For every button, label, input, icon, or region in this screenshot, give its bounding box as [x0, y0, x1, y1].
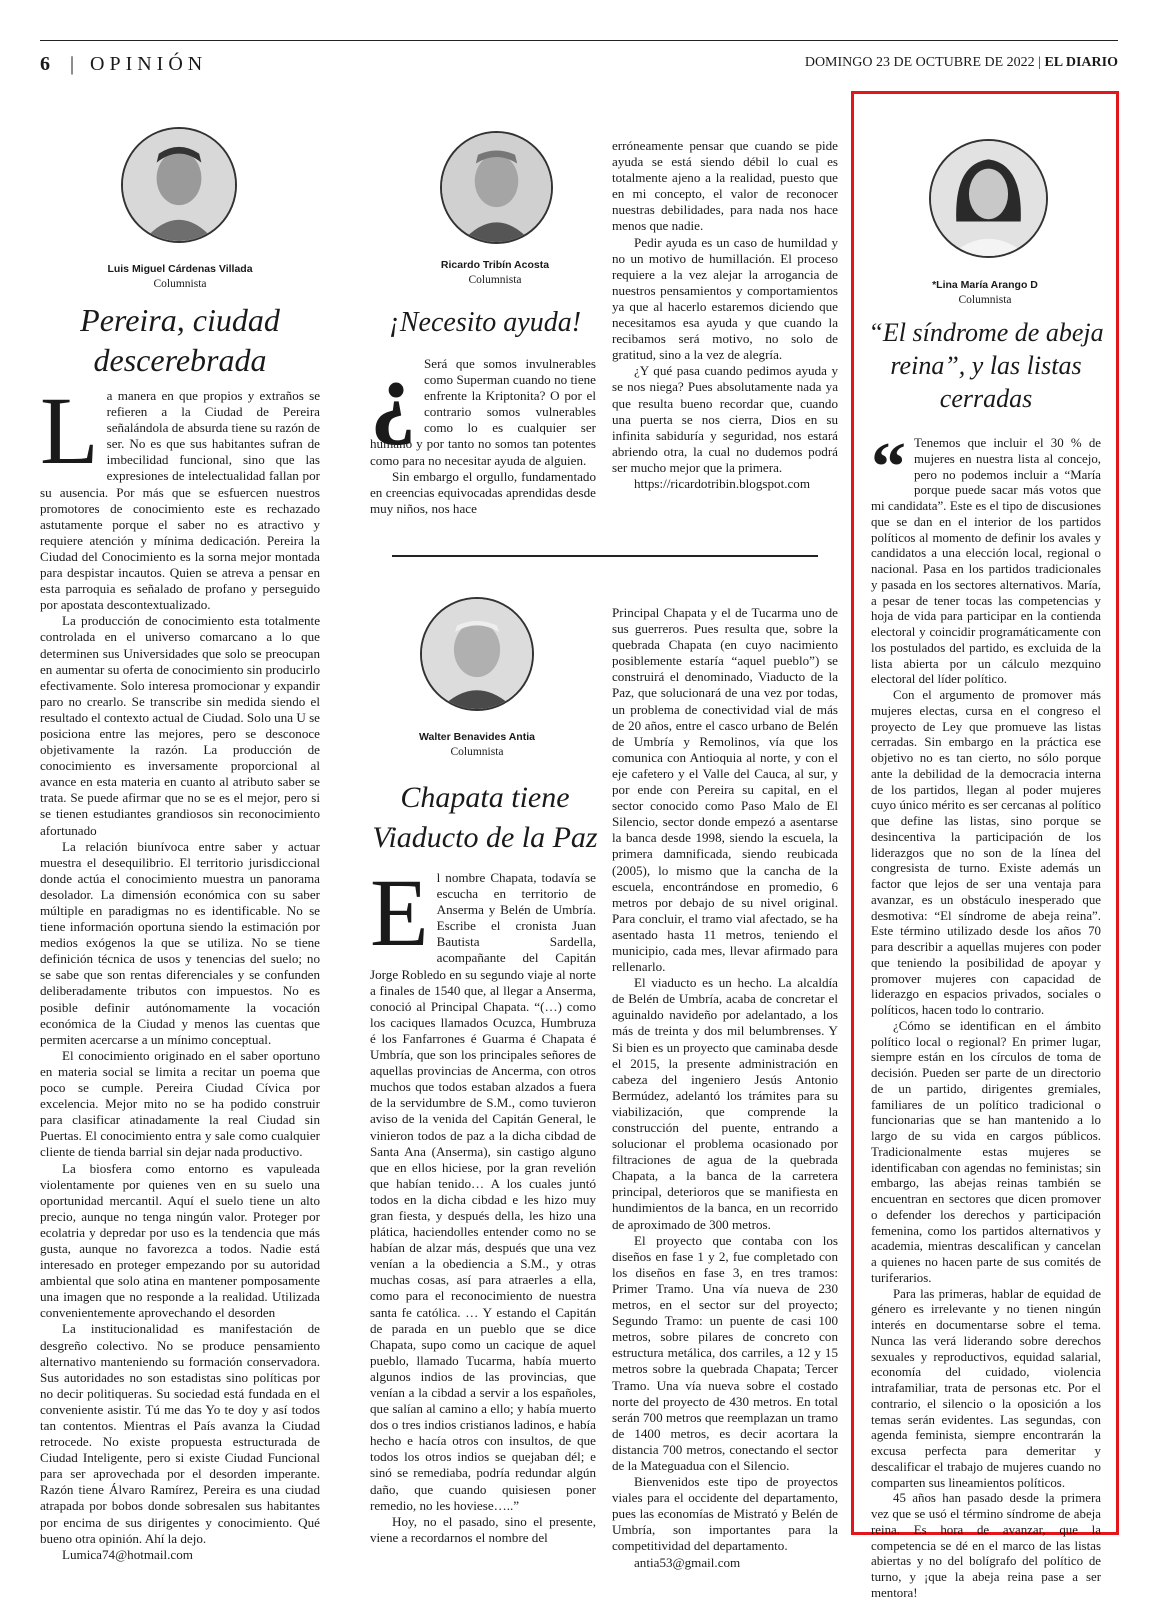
headline-line: cerradas — [939, 384, 1033, 413]
headline-line: Chapata tiene — [400, 781, 570, 814]
paragraph: Con el argumento de promover más mujeres electas, cursa en el congreso el proyecto de Ley que promueve las listas cerradas. Sin embargo en la práctica ese objetivo no es tan cierto, no sólo porque ante la debilidad de la democracia interna de los partidos, llegan al poder mujeres cuyo único mérito es ser cercanas al político que define las listas, sino porque se desincentiva la participación de los liderazgos que no son de la línea del congresista de turno. Existe además un factor que lejos de ser una ventaja para avanzar, es un obstáculo inesperado que desmotiva: “El síndrome de abeja reina”. Este término utilizado desde los años 70 para describir a aquellas mujeres con poder que teniendo la posibilidad de apoyar y promover mujeres con capacidad de liderazgo en espacios privados, sociales o políticos, hacen todo lo contrario. — [871, 688, 1101, 1017]
article-headline — [370, 778, 600, 858]
article-divider — [392, 555, 818, 557]
headline-line: Viaducto de la Paz — [372, 821, 598, 854]
author-email: Lumica74@hotmail.com — [62, 1546, 193, 1562]
paragraph: l nombre Chapata, todavía se escucha en territorio de Anserma y Belén de Umbría. Escribe el cronista Juan Bautista Sardella, acompañante del Capitán Jorge Robledo en su segundo viaje al norte a finales de 1540 que, al llegar a Anserma, conoció al Principal Chapata. “(…) como los caciques llamados Ocuzca, Humbruza é los Fanfarrones é Guarma é Chapata é Umbría, que son los principales señores de aquellas provincias de Ancerma, con otros muchos que todos estaban alzados a fuera de la servidumbre de S.M., como tuvieron aviso de la venida del Capitán General, le vinieron todos de paz a la dicha cibdad de Santa Ana (Anserma), sin castigo alguno que en ellos hiciese, por la gran revelión que habían tenido… A los cuales juntó todos en la dicha cibdad e les hizo muy gran fiesta, y después della, les hizo una plática, haciendolles entender como no se habían de alzar más, después que una vez venían a la obediencia a S.M., y otras muchas cosas, así para atraerles a ella, como para el reconocimiento de nuestra santa fe católica. … Y estando el Capitán de parada en un pueblo que se dice Chapata, supo como un cacique de aquel pueblo, llamado Tucarma, había muerto algunos indios de las provincias, que venían a la cibdad a servir a los españoles, que salían al camino a ello; y había muerto dos o tres indios cristianos ladinos, e había hecho e hacía otros con insultos, de que todos los otros indios se quejaban dél; e sinó se remediaba, podría redundar algún daño, que cuando quisiesen poner remedio, no les hoviese…..” — [370, 870, 596, 1513]
paragraph: erróneamente pensar que cuando se pide ayuda se está siendo débil lo cual es totalmente ajeno a la realidad, puesto que en mi concepto, el valor de reconocer nuestras debilidades, para nada nos hace menos que nadie. — [612, 138, 838, 234]
headline-line: Pereira, ciudad — [80, 302, 280, 338]
section-name: OPINIÓN — [90, 53, 208, 75]
paragraph: El conocimiento originado en el saber oportuno en materia social se limita a recitar un poema que poco se cumple. Pereira Ciudad Cívica por excelencia. Mejor mito no se ha podido construir para clasificar atinadamente la real Ciudad sin Puertas. El conocimiento entra y sale como cualquier cliente de tienda barrial sin dejar nada productivo. — [40, 1047, 320, 1160]
author-photo-tribin — [440, 131, 553, 244]
article-headline — [40, 300, 320, 380]
article-headline — [864, 316, 1108, 415]
paragraph: Para las primeras, hablar de equidad de género es irrelevante y no tienen ningún interés en documentarse sobre el tema. Nunca las verá liderando sobre derechos sexuales y reproductivos, equidad salarial, economía del cuidado, violencia intrafamiliar, trata de personas etc. Por el contrario, el silencio o la oposición a los temas serán evidentes. Las segundas, con agenda feminista, siempre encontrarán la excusa perfecta para demeritar y descalificar el trabajo de mujeres cuando no comparten sus lineamientos políticos. — [871, 1286, 1101, 1490]
paragraph: a manera en que propios y extraños se refieren a la Ciudad de Pereira señalándola de absurda tiene su razón de ser. No es que sus habitantes sufran de imbecilidad funcional, sino que las expresiones de intelectualidad fallan por su ausencia. Por más que se esfuercen nuestros promotores de conocimiento este es rechazado astutamente porque el saber no es atractivo y requiere atención y mínima dedicación. Pereira la Ciudad del Conocimiento es la sorna mejor montada para despistar incautos. Quien se atreva a pensar en esta parroquia es señalado de profano y perseguido por apostata descontextualizado. — [40, 388, 320, 613]
paragraph: La producción de conocimiento esta totalmente controlada en el universo comarcano a lo que determinen sus Universidades que solo se preocupan en aumentar su oferta de conocimiento sin producirlo efectivamente. Solo interesa promocionar y expandir paro no crearlo. Se transcribe sin medida siendo el resultado el contexto actual de Ciudad. Solo una U se posiciona entre las mejores, pero se desconoce objetivamente la razón. La producción de conocimiento es inversamente proporcional al avance en esta materia en cuanto al atributo saber se trata. Se puede afirmar que no se es el mejor, pero si se tienen estudiantes grandiosos sin reconocimiento afortunado — [40, 613, 320, 838]
headline-line: reina”, y las listas — [890, 351, 1082, 380]
author-name: Ricardo Tribín Acosta — [440, 259, 550, 271]
paragraph: ¿Y qué pasa cuando pedimos ayuda y se nos niega? Pues absolutamente nada ya que resulta bueno recordar que, cuando una puerta se nos cierra, Dios en su infinita sabiduría y seguridad, nos estará abriendo otra, la cual no dudemos podrá ser mucho mejor que la primera. — [612, 363, 838, 475]
header-separator: | — [70, 53, 75, 75]
author-byline — [390, 258, 600, 288]
author-name: Walter Benavides Antia — [419, 731, 535, 743]
paragraph: Sin embargo el orgullo, fundamentado en creencias equivocadas aprendidas desde muy niños, nos hace — [370, 468, 596, 516]
headline-line: ¡Necesito ayuda! — [388, 307, 582, 338]
author-email: antia53@gmail.com — [634, 1554, 741, 1570]
author-role: Columnista — [153, 278, 207, 290]
paragraph: Pedir ayuda es un caso de humildad y no un motivo de humillación. El proceso requiere a la vez alejar la arrogancia de nuestros pensamientos y comportamientos ya que al hacerlo estaremos diciendo que necesitamos esa ayuda y que cuando la recibamos será motivo, no solo de gratitud, sino a la vez de alegría. — [612, 234, 838, 363]
quote-mark-icon: “ — [871, 429, 906, 506]
author-photo-cardenas — [121, 127, 237, 243]
date: DOMINGO 23 DE OCTUBRE DE 2022 | — [804, 55, 1041, 70]
author-url: https://ricardotribin.blogspot.com — [634, 475, 811, 491]
author-photo-benavides — [420, 597, 534, 711]
author-byline — [372, 730, 582, 760]
author-byline — [870, 278, 1100, 308]
paragraph: Será que somos invulnerables como Superman cuando no tiene enfrente la Kriptonita? O por el contrario somos vulnerables como lo es cualquier ser humano y por tanto no somos tan potentes como para no necesitar ayuda de alguien. — [370, 356, 596, 468]
author-byline — [60, 262, 300, 292]
article-headline — [370, 306, 600, 340]
paragraph: El proyecto que contaba con los diseños en fase 1 y 2, fue completado con los diseños en fase 3, en tres tramos: Primer Tramo. Una vía nueva de 230 metros, en el sector sur del proyecto; Segundo Tramo: un puente de casi 100 metros, sobre pilares de concreto con estructura metálica, dos carriles, a 12 y 15 metros sobre la quebrada Chapata; Tercer Tramo. Una vía nueva sobre el costado norte del proyecto de 430 metros. En total serán 700 metros que reemplazan un tramo de 1400 metros, es decir acortara la distancia 700 metros, conectando el sector de la Mateguadua con el Silencio. — [612, 1232, 838, 1473]
author-role: Columnista — [468, 274, 522, 286]
article-body-col2-cont — [612, 138, 838, 492]
headline-line: descerebrada — [93, 342, 267, 378]
paragraph: La relación biunívoca entre saber y actuar muestra el desequilibrio. El territorio jurisdiccional donde actúa el conocimiento muestra un panorama desolador. La dimensión económica con su saber múltiple en paradigmas no es identificable. No se tiene información oportuna siendo la estimación por medios exógenos la que se utiliza. No se tiene definición técnica de usos y tenencias del suelo; no se sabe que son rentas diferenciales y se confunden deliberadamente tributos con impuestos. No es posible definir autónomamente la vocación económica de la Ciudad y menos las cuentas que permiten acercarse a un mínimo conceptual. — [40, 838, 320, 1047]
article-body-col3 — [370, 859, 596, 1546]
author-name: Luis Miguel Cárdenas Villada — [107, 263, 253, 275]
article-body-col2 — [370, 344, 596, 517]
paragraph: Principal Chapata y el de Tucarma uno de sus guerreros. Pues resulta que, sobre la quebrada Chapata (en cuyo nacimiento posiblemente estaría “aquel pueblo”) se construirá el denominado, Viaducto de la Paz, que solucionará de una vez por todas, un problema de conectividad vial de más de 20 años, entre el casco urbano de Belén de Umbría y Remolinos, vía que los comunica con Antioquia al norte, y con el eje cafetero y el Valle del Cauca, al sur, y por ende con Pereira su capital, en el sector conocido como Paso Malo de El Silencio, sector donde empezó a asentarse la banca desde 1998, siendo la escuela, la primera damnificada, siendo reubicada (2005), lo mismo que la cancha de la escuela, encontrándose en promedio, 6 metros por debajo de su nivel original. Para concluir, el tramo vial afectado, se ha asentado hasta 11 metros, teniendo el municipio, cada mes, llevar afirmado para rellenarlo. — [612, 605, 838, 975]
headline-line: “El síndrome de abeja — [868, 318, 1104, 347]
page-header — [40, 40, 1118, 80]
drop-cap: E — [370, 859, 429, 966]
newspaper-name: EL DIARIO — [1044, 55, 1118, 70]
paragraph: Tenemos que incluir el 30 % de mujeres en nuestra lista al concejo, pero no podemos incluir a “María porque puede sacar más votos que mi candidata”. Este es el tipo de discusiones que se dan en el interior de los partidos políticos al momento de definir los avales y candidatos a una elección local, regional o nacional. Pasa en los partidos tradicionales y pasada en los sectores alternativos. María, a pesar de tener tocas las competencias y hoja de vida para participar en la contienda electoral y coincidir programáticamente con los postulados del partido, es excluida de la lista abierta por un cálculo mezquino electoral del líder político. — [871, 436, 1101, 687]
article-body-col1 — [40, 377, 320, 1563]
dateline — [805, 55, 1118, 71]
author-role: Columnista — [958, 294, 1012, 306]
paragraph: 45 años han pasado desde la primera vez que se usó el término síndrome de abeja reina. Es hora de avanzar, que la competencia se dé en el marco de las listas abiertas y no del bolígrafo del político de turno, y ¡que la abeja reina pase a ser mentora! — [871, 1491, 1101, 1600]
author-photo-arango — [929, 139, 1048, 258]
page-number: 6 — [40, 53, 50, 75]
author-role: Columnista — [450, 746, 504, 758]
paragraph: La biosfera como entorno es vapuleada violentamente por quienes ven en su suelo una oportunidad mercantil. Aquí el suelo tiene un alto precio, aunque no tenga ningún valor. Proteger por ecolatria y depredar por uso es la tendencia que más gusta, aunque no favorezca a todos. Nadie está interesado en proteger empezando por su autoridad ambiental que solo atina en mantener pomposamente una imagen que no responde a la realidad. Utilizada convenientemente aprovechando el desorden — [40, 1160, 320, 1321]
paragraph: La institucionalidad es manifestación de desgreño colectivo. No se produce pensamiento alternativo manteniendo su formación conservadora. Sus autoridades no son estadistas sino políticas por no decir politiqueras. Su sociedad está fundada en el conveniente asistir. Tú me das Yo te doy y así todos tan contentos. Mientras el País avanza la Ciudad retrocede. No existe propuesta estructurada de Ciudad Inteligente, pero si existe Ciudad Funcional para ser aprovechada por el desorden imperante. Razón tiene Álvaro Ramírez, Pereira es una ciudad atrapada por bobos donde sobresalen sus habitantes por encima de sus dirigentes y conocimiento. Qué bueno otra opinión. Ahí la dejo. — [40, 1321, 320, 1546]
paragraph: ¿Cómo se identifican en el ámbito político local o regional? En primer lugar, siempre están en los círculos de toma de decisión. Pueden ser parte de un directorio de un partido, dirigentes gremiales, familiares de un político tradicional o funcionarias que se han mantenido a lo largo de su vida en cargos públicos. Tradicionalmente estas mujeres se identificaban con agendas no feministas; sin embargo, las abejas reinas también se encuentran en sectores que dicen promover o defender los derechos y participación femenina, como los partidos alternativos y academia, mientras descalifican y cancelan a quienes no hacen parte de sus comités de turiferarios. — [871, 1018, 1101, 1285]
article-body-col3-cont — [612, 605, 838, 1571]
drop-cap: L — [40, 377, 99, 484]
paragraph: Hoy, no el pasado, sino el presente, viene a recordarnos el nombre del — [370, 1513, 596, 1545]
paragraph: Bienvenidos este tipo de proyectos viales para el occidente del departamento, pues las economías de Mistrató y Belén de Umbría, son importantes para la competitividad del departamento. — [612, 1474, 838, 1554]
paragraph: El viaducto es un hecho. La alcaldía de Belén de Umbría, acaba de concretar el aguinaldo navideño por adelantado, a los más de treinta y dos mil belumbrenses. Y Si bien es un proyecto que caminaba desde el 2015, la presente administración en cabeza del ingeniero Jesús Antonio Bermúdez, adelantó los trámites para su viabilización, que comprende la construcción del puente, entrando a solucionar el problema ocasionado por filtraciones de agua de la quebrada Chapata, a la banca de la carretera principal, deterioros que se manifiesta en hundimientos de la banca, en un recorrido de aproximado de 300 metros. — [612, 975, 838, 1232]
drop-cap: ¿ — [370, 344, 416, 446]
article-body-col4 — [871, 429, 1101, 1602]
author-name: *Lina María Arango D — [932, 279, 1038, 291]
